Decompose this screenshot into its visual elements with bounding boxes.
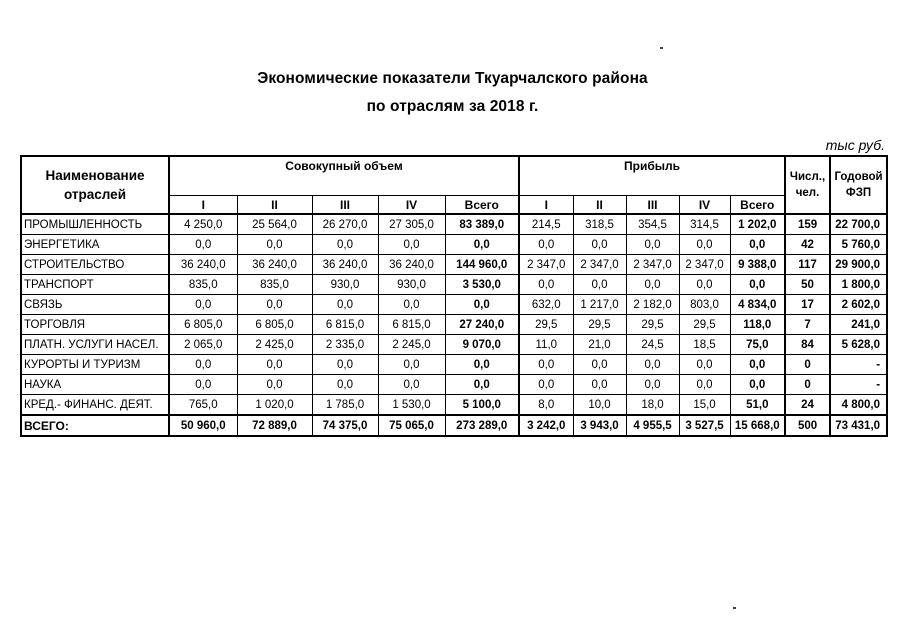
payroll-cell: 2 602,0 bbox=[830, 295, 887, 315]
profit-total-cell: 0,0 bbox=[730, 275, 785, 295]
headcount-cell: 84 bbox=[785, 335, 830, 355]
headcount-cell: 42 bbox=[785, 235, 830, 255]
row-name: ВСЕГО: bbox=[21, 415, 169, 436]
profit-q3-cell: 29,5 bbox=[626, 315, 679, 335]
payroll-cell: 5 628,0 bbox=[830, 335, 887, 355]
table-row bbox=[21, 335, 887, 355]
profit-q2-cell: 3 943,0 bbox=[573, 415, 626, 436]
row-name: НАУКА bbox=[21, 375, 169, 395]
payroll-cell: 4 800,0 bbox=[830, 395, 887, 416]
table-row bbox=[21, 395, 887, 416]
row-name: СВЯЗЬ bbox=[21, 295, 169, 315]
volume-q3-cell: 0,0 bbox=[312, 235, 378, 255]
volume-q4-cell: 0,0 bbox=[378, 235, 445, 255]
profit-q4-cell: 314,5 bbox=[679, 214, 730, 235]
volume-q3-cell: 1 785,0 bbox=[312, 395, 378, 416]
profit-q3-cell: 0,0 bbox=[626, 275, 679, 295]
profit-total-cell: 4 834,0 bbox=[730, 295, 785, 315]
profit-q2-cell: 21,0 bbox=[573, 335, 626, 355]
profit-q2-cell: 0,0 bbox=[573, 275, 626, 295]
profit-q1-cell: 11,0 bbox=[519, 335, 573, 355]
headcount-cell: 0 bbox=[785, 375, 830, 395]
volume-q3-cell: 0,0 bbox=[312, 355, 378, 375]
row-name: КУРОРТЫ И ТУРИЗМ bbox=[21, 355, 169, 375]
volume-total-cell: 0,0 bbox=[445, 355, 519, 375]
volume-q1-cell: 36 240,0 bbox=[169, 255, 237, 275]
profit-q1-cell: 214,5 bbox=[519, 214, 573, 235]
profit-q1-cell: 0,0 bbox=[519, 235, 573, 255]
headcount-cell: 50 bbox=[785, 275, 830, 295]
volume-q2-cell: 0,0 bbox=[237, 355, 312, 375]
volume-q3-cell: 0,0 bbox=[312, 295, 378, 315]
scan-speck bbox=[733, 607, 736, 609]
volume-q2-cell: 36 240,0 bbox=[237, 255, 312, 275]
profit-total-cell: 75,0 bbox=[730, 335, 785, 355]
volume-q1-cell: 0,0 bbox=[169, 355, 237, 375]
profit-q4-cell: 29,5 bbox=[679, 315, 730, 335]
profit-q2-cell: 0,0 bbox=[573, 235, 626, 255]
volume-q2-cell: 2 425,0 bbox=[237, 335, 312, 355]
volume-q4-cell: 27 305,0 bbox=[378, 214, 445, 235]
volume-q2-cell: 0,0 bbox=[237, 295, 312, 315]
profit-total-cell: 118,0 bbox=[730, 315, 785, 335]
table-row bbox=[21, 315, 887, 335]
volume-q3-cell: 0,0 bbox=[312, 375, 378, 395]
volume-total-cell: 83 389,0 bbox=[445, 214, 519, 235]
volume-q4-cell: 36 240,0 bbox=[378, 255, 445, 275]
profit-total-cell: 9 388,0 bbox=[730, 255, 785, 275]
volume-q2-cell: 25 564,0 bbox=[237, 214, 312, 235]
profit-total-cell: 0,0 bbox=[730, 355, 785, 375]
profit-q4-cell: 0,0 bbox=[679, 355, 730, 375]
row-name: ТОРГОВЛЯ bbox=[21, 315, 169, 335]
page-subtitle: по отраслям за 2018 г. bbox=[366, 98, 539, 115]
volume-q3-cell: 74 375,0 bbox=[312, 415, 378, 436]
volume-total-cell: 0,0 bbox=[445, 235, 519, 255]
header-v-q3: III bbox=[312, 196, 378, 215]
volume-q1-cell: 0,0 bbox=[169, 375, 237, 395]
profit-q1-cell: 29,5 bbox=[519, 315, 573, 335]
payroll-cell: 5 760,0 bbox=[830, 235, 887, 255]
volume-total-cell: 0,0 bbox=[445, 295, 519, 315]
volume-q1-cell: 4 250,0 bbox=[169, 214, 237, 235]
header-v-q2: II bbox=[237, 196, 312, 215]
profit-q1-cell: 0,0 bbox=[519, 375, 573, 395]
table-row bbox=[21, 375, 887, 395]
profit-q3-cell: 18,0 bbox=[626, 395, 679, 416]
header-payroll: Годовой ФЗП bbox=[830, 156, 887, 214]
table-row bbox=[21, 295, 887, 315]
payroll-cell: - bbox=[830, 375, 887, 395]
volume-total-cell: 27 240,0 bbox=[445, 315, 519, 335]
volume-q4-cell: 0,0 bbox=[378, 355, 445, 375]
headcount-cell: 159 bbox=[785, 214, 830, 235]
volume-q4-cell: 2 245,0 bbox=[378, 335, 445, 355]
scan-speck bbox=[660, 47, 663, 49]
profit-q4-cell: 0,0 bbox=[679, 375, 730, 395]
volume-q4-cell: 1 530,0 bbox=[378, 395, 445, 416]
volume-q1-cell: 835,0 bbox=[169, 275, 237, 295]
table-row bbox=[21, 214, 887, 235]
profit-q2-cell: 0,0 bbox=[573, 355, 626, 375]
payroll-cell: 1 800,0 bbox=[830, 275, 887, 295]
headcount-cell: 0 bbox=[785, 355, 830, 375]
header-p-q3: III bbox=[626, 196, 679, 215]
profit-total-cell: 15 668,0 bbox=[730, 415, 785, 436]
headcount-cell: 500 bbox=[785, 415, 830, 436]
volume-q3-cell: 26 270,0 bbox=[312, 214, 378, 235]
page-title: Экономические показатели Ткуарчалского района bbox=[257, 70, 648, 87]
header-v-total: Всего bbox=[445, 196, 519, 215]
volume-q2-cell: 72 889,0 bbox=[237, 415, 312, 436]
profit-q4-cell: 2 347,0 bbox=[679, 255, 730, 275]
profit-q3-cell: 2 347,0 bbox=[626, 255, 679, 275]
volume-q2-cell: 0,0 bbox=[237, 375, 312, 395]
profit-q4-cell: 18,5 bbox=[679, 335, 730, 355]
header-p-total: Всего bbox=[730, 196, 785, 215]
profit-total-cell: 51,0 bbox=[730, 395, 785, 416]
volume-q4-cell: 0,0 bbox=[378, 375, 445, 395]
profit-q3-cell: 4 955,5 bbox=[626, 415, 679, 436]
headcount-cell: 17 bbox=[785, 295, 830, 315]
row-name: ЭНЕРГЕТИКА bbox=[21, 235, 169, 255]
profit-q1-cell: 2 347,0 bbox=[519, 255, 573, 275]
header-row-top bbox=[21, 156, 887, 196]
economic-indicators-table bbox=[20, 155, 888, 437]
row-name: КРЕД.- ФИНАНС. ДЕЯТ. bbox=[21, 395, 169, 416]
table-row bbox=[21, 235, 887, 255]
profit-q2-cell: 1 217,0 bbox=[573, 295, 626, 315]
volume-q2-cell: 0,0 bbox=[237, 235, 312, 255]
volume-q4-cell: 6 815,0 bbox=[378, 315, 445, 335]
volume-q2-cell: 1 020,0 bbox=[237, 395, 312, 416]
profit-q3-cell: 0,0 bbox=[626, 355, 679, 375]
profit-q1-cell: 632,0 bbox=[519, 295, 573, 315]
total-row bbox=[21, 415, 887, 436]
volume-q3-cell: 6 815,0 bbox=[312, 315, 378, 335]
table-row bbox=[21, 355, 887, 375]
profit-q2-cell: 2 347,0 bbox=[573, 255, 626, 275]
volume-q2-cell: 835,0 bbox=[237, 275, 312, 295]
volume-total-cell: 144 960,0 bbox=[445, 255, 519, 275]
row-name: СТРОИТЕЛЬСТВО bbox=[21, 255, 169, 275]
profit-q1-cell: 0,0 bbox=[519, 275, 573, 295]
header-p-q4: IV bbox=[679, 196, 730, 215]
profit-q2-cell: 0,0 bbox=[573, 375, 626, 395]
profit-q4-cell: 0,0 bbox=[679, 235, 730, 255]
profit-q4-cell: 15,0 bbox=[679, 395, 730, 416]
volume-q1-cell: 2 065,0 bbox=[169, 335, 237, 355]
payroll-cell: 29 900,0 bbox=[830, 255, 887, 275]
payroll-cell: - bbox=[830, 355, 887, 375]
header-v-q1: I bbox=[169, 196, 237, 215]
header-headcount: Числ., чел. bbox=[785, 156, 830, 214]
header-p-q2: II bbox=[573, 196, 626, 215]
payroll-cell: 241,0 bbox=[830, 315, 887, 335]
volume-total-cell: 3 530,0 bbox=[445, 275, 519, 295]
profit-q4-cell: 803,0 bbox=[679, 295, 730, 315]
volume-q1-cell: 0,0 bbox=[169, 295, 237, 315]
profit-q1-cell: 0,0 bbox=[519, 355, 573, 375]
header-name: Наименование отраслей bbox=[21, 156, 169, 214]
unit-label: тыс руб. bbox=[825, 137, 885, 153]
header-volume: Совокупный объем bbox=[169, 156, 519, 196]
profit-q3-cell: 0,0 bbox=[626, 235, 679, 255]
headcount-cell: 7 bbox=[785, 315, 830, 335]
profit-q3-cell: 0,0 bbox=[626, 375, 679, 395]
volume-q1-cell: 50 960,0 bbox=[169, 415, 237, 436]
header-profit: Прибыль bbox=[519, 156, 785, 196]
row-name: ПРОМЫШЛЕННОСТЬ bbox=[21, 214, 169, 235]
profit-q3-cell: 2 182,0 bbox=[626, 295, 679, 315]
table-row bbox=[21, 255, 887, 275]
volume-q4-cell: 75 065,0 bbox=[378, 415, 445, 436]
volume-q2-cell: 6 805,0 bbox=[237, 315, 312, 335]
volume-q1-cell: 0,0 bbox=[169, 235, 237, 255]
header-v-q4: IV bbox=[378, 196, 445, 215]
payroll-cell: 73 431,0 bbox=[830, 415, 887, 436]
payroll-cell: 22 700,0 bbox=[830, 214, 887, 235]
volume-total-cell: 5 100,0 bbox=[445, 395, 519, 416]
volume-total-cell: 0,0 bbox=[445, 375, 519, 395]
volume-q3-cell: 2 335,0 bbox=[312, 335, 378, 355]
volume-q1-cell: 765,0 bbox=[169, 395, 237, 416]
headcount-cell: 24 bbox=[785, 395, 830, 416]
profit-q3-cell: 354,5 bbox=[626, 214, 679, 235]
table-row bbox=[21, 275, 887, 295]
profit-total-cell: 0,0 bbox=[730, 235, 785, 255]
volume-q1-cell: 6 805,0 bbox=[169, 315, 237, 335]
profit-q1-cell: 8,0 bbox=[519, 395, 573, 416]
profit-q1-cell: 3 242,0 bbox=[519, 415, 573, 436]
header-p-q1: I bbox=[519, 196, 573, 215]
row-name: ТРАНСПОРТ bbox=[21, 275, 169, 295]
volume-total-cell: 9 070,0 bbox=[445, 335, 519, 355]
profit-q2-cell: 10,0 bbox=[573, 395, 626, 416]
profit-q2-cell: 29,5 bbox=[573, 315, 626, 335]
profit-q4-cell: 0,0 bbox=[679, 275, 730, 295]
volume-q4-cell: 0,0 bbox=[378, 295, 445, 315]
profit-q2-cell: 318,5 bbox=[573, 214, 626, 235]
headcount-cell: 117 bbox=[785, 255, 830, 275]
volume-total-cell: 273 289,0 bbox=[445, 415, 519, 436]
profit-total-cell: 1 202,0 bbox=[730, 214, 785, 235]
volume-q3-cell: 36 240,0 bbox=[312, 255, 378, 275]
row-name: ПЛАТН. УСЛУГИ НАСЕЛ. bbox=[21, 335, 169, 355]
volume-q4-cell: 930,0 bbox=[378, 275, 445, 295]
profit-q3-cell: 24,5 bbox=[626, 335, 679, 355]
profit-q4-cell: 3 527,5 bbox=[679, 415, 730, 436]
profit-total-cell: 0,0 bbox=[730, 375, 785, 395]
volume-q3-cell: 930,0 bbox=[312, 275, 378, 295]
